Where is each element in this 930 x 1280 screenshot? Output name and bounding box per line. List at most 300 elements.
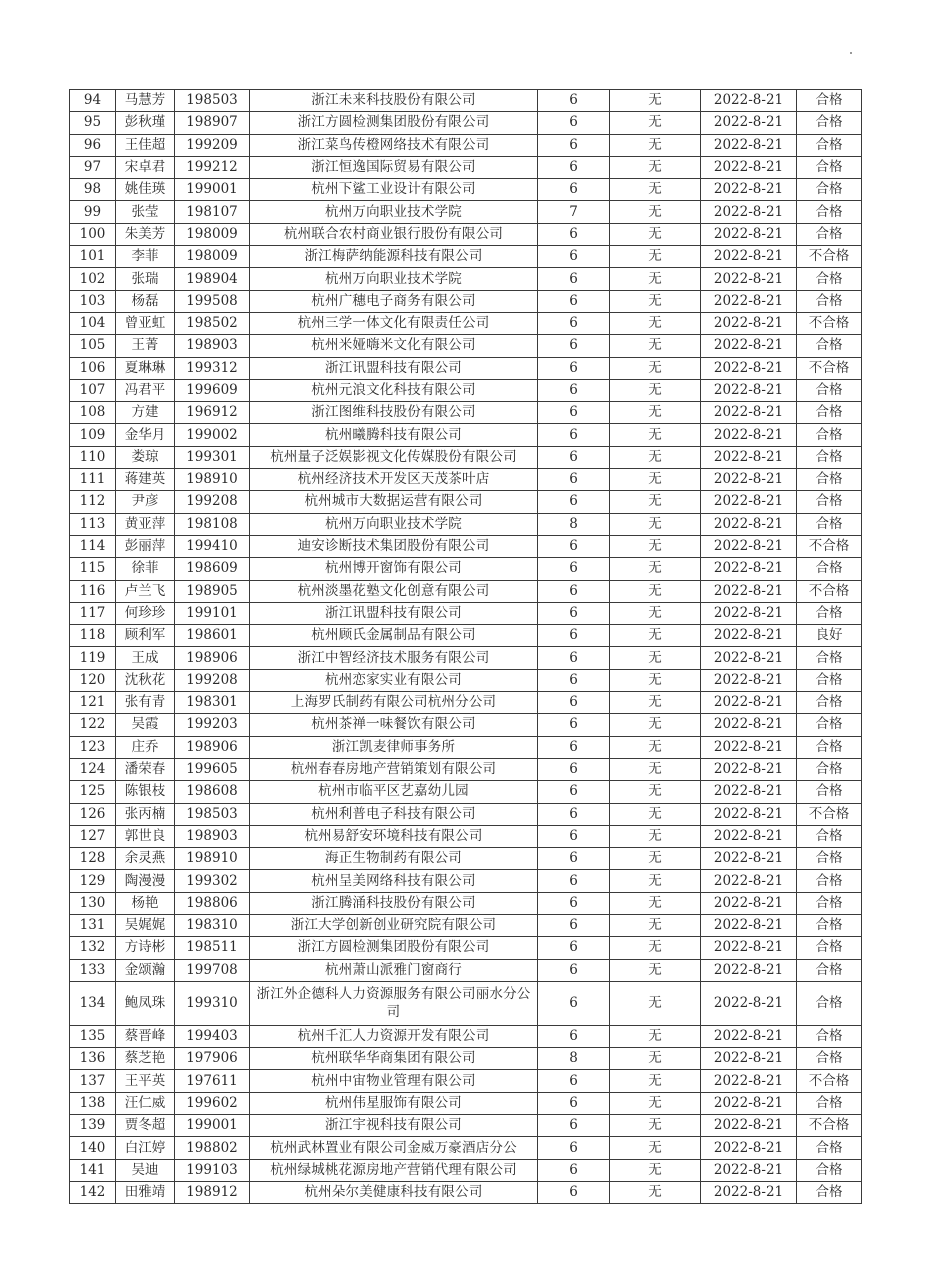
exam-date-cell: 2022-8-21: [701, 669, 797, 691]
birth-date-cell: 199101: [175, 602, 250, 624]
person-name-cell: 曾亚虹: [116, 312, 175, 334]
row-number-cell: 130: [70, 892, 116, 914]
exam-date-cell: 2022-8-21: [701, 535, 797, 557]
row-number-cell: 96: [70, 134, 116, 156]
company-name-cell: 浙江讯盟科技有限公司: [250, 357, 538, 379]
birth-date-cell: 199209: [175, 134, 250, 156]
exam-date-cell: 2022-8-21: [701, 402, 797, 424]
score-cell: 6: [538, 602, 610, 624]
birth-date-cell: 198009: [175, 246, 250, 268]
score-cell: 6: [538, 914, 610, 936]
exam-date-cell: 2022-8-21: [701, 914, 797, 936]
result-cell: 合格: [797, 469, 862, 491]
score-cell: 6: [538, 580, 610, 602]
table-row: [70, 625, 862, 647]
company-name-cell: 杭州伟星服饰有限公司: [250, 1092, 538, 1114]
row-number-cell: 133: [70, 959, 116, 981]
birth-date-cell: 198601: [175, 625, 250, 647]
birth-date-cell: 198806: [175, 892, 250, 914]
person-name-cell: 冯君平: [116, 379, 175, 401]
score-cell: 6: [538, 335, 610, 357]
exam-date-cell: 2022-8-21: [701, 714, 797, 736]
birth-date-cell: 199212: [175, 156, 250, 178]
note-cell: 无: [610, 357, 701, 379]
note-cell: 无: [610, 335, 701, 357]
note-cell: 无: [610, 736, 701, 758]
company-name-cell: 杭州联合农村商业银行股份有限公司: [250, 223, 538, 245]
person-name-cell: 彭丽萍: [116, 535, 175, 557]
birth-date-cell: 196912: [175, 402, 250, 424]
company-name-cell: 杭州万向职业技术学院: [250, 513, 538, 535]
person-name-cell: 张有青: [116, 692, 175, 714]
company-name-cell: 杭州元浪文化科技有限公司: [250, 379, 538, 401]
row-number-cell: 102: [70, 268, 116, 290]
table-row: [70, 736, 862, 758]
table-row: [70, 312, 862, 334]
birth-date-cell: 199001: [175, 1115, 250, 1137]
company-name-cell: 杭州曦腾科技有限公司: [250, 424, 538, 446]
note-cell: 无: [610, 424, 701, 446]
birth-date-cell: 199001: [175, 179, 250, 201]
score-cell: 6: [538, 1159, 610, 1181]
birth-date-cell: 199410: [175, 535, 250, 557]
person-name-cell: 马慧芳: [116, 90, 175, 112]
row-number-cell: 127: [70, 825, 116, 847]
result-cell: 不合格: [797, 246, 862, 268]
note-cell: 无: [610, 959, 701, 981]
score-cell: 6: [538, 179, 610, 201]
score-cell: 6: [538, 446, 610, 468]
person-name-cell: 吴迪: [116, 1159, 175, 1181]
score-cell: 6: [538, 870, 610, 892]
note-cell: 无: [610, 692, 701, 714]
result-cell: 合格: [797, 825, 862, 847]
person-name-cell: 杨艳: [116, 892, 175, 914]
person-name-cell: 王佳超: [116, 134, 175, 156]
table-row: [70, 513, 862, 535]
row-number-cell: 105: [70, 335, 116, 357]
table-row: [70, 803, 862, 825]
birth-date-cell: 198907: [175, 112, 250, 134]
table-row: [70, 714, 862, 736]
row-number-cell: 104: [70, 312, 116, 334]
row-number-cell: 109: [70, 424, 116, 446]
person-name-cell: 余灵燕: [116, 848, 175, 870]
person-name-cell: 吴娓娓: [116, 914, 175, 936]
company-name-cell: 浙江讯盟科技有限公司: [250, 602, 538, 624]
row-number-cell: 112: [70, 491, 116, 513]
birth-date-cell: 198608: [175, 781, 250, 803]
note-cell: 无: [610, 602, 701, 624]
result-cell: 合格: [797, 736, 862, 758]
result-cell: 良好: [797, 625, 862, 647]
score-cell: 6: [538, 959, 610, 981]
table-row: [70, 134, 862, 156]
result-cell: 合格: [797, 848, 862, 870]
birth-date-cell: 199301: [175, 446, 250, 468]
company-name-cell: 杭州呈美网络科技有限公司: [250, 870, 538, 892]
exam-date-cell: 2022-8-21: [701, 1025, 797, 1047]
table-row: [70, 669, 862, 691]
birth-date-cell: 198108: [175, 513, 250, 535]
note-cell: 无: [610, 870, 701, 892]
exam-date-cell: 2022-8-21: [701, 558, 797, 580]
note-cell: 无: [610, 758, 701, 780]
exam-date-cell: 2022-8-21: [701, 825, 797, 847]
company-name-cell: 浙江方圆检测集团股份有限公司: [250, 937, 538, 959]
table-row: [70, 914, 862, 936]
result-cell: 合格: [797, 558, 862, 580]
company-name-cell: 浙江梅萨纳能源科技有限公司: [250, 246, 538, 268]
note-cell: 无: [610, 1115, 701, 1137]
score-cell: 6: [538, 379, 610, 401]
person-name-cell: 朱美芳: [116, 223, 175, 245]
row-number-cell: 117: [70, 602, 116, 624]
birth-date-cell: 199508: [175, 290, 250, 312]
note-cell: 无: [610, 848, 701, 870]
table-row: [70, 647, 862, 669]
birth-date-cell: 198912: [175, 1181, 250, 1203]
company-name-cell: 杭州武林置业有限公司金威万豪酒店分公: [250, 1137, 538, 1159]
row-number-cell: 110: [70, 446, 116, 468]
company-name-cell: 浙江未来科技股份有限公司: [250, 90, 538, 112]
result-cell: 合格: [797, 1092, 862, 1114]
row-number-cell: 103: [70, 290, 116, 312]
exam-date-cell: 2022-8-21: [701, 379, 797, 401]
row-number-cell: 119: [70, 647, 116, 669]
exam-date-cell: 2022-8-21: [701, 892, 797, 914]
birth-date-cell: 199208: [175, 669, 250, 691]
table-row: [70, 424, 862, 446]
result-cell: 合格: [797, 892, 862, 914]
person-name-cell: 娄琼: [116, 446, 175, 468]
result-cell: 合格: [797, 112, 862, 134]
person-name-cell: 蒋建英: [116, 469, 175, 491]
note-cell: 无: [610, 312, 701, 334]
row-number-cell: 131: [70, 914, 116, 936]
birth-date-cell: 198511: [175, 937, 250, 959]
company-name-cell: 浙江中智经济技术服务有限公司: [250, 647, 538, 669]
exam-date-cell: 2022-8-21: [701, 1115, 797, 1137]
note-cell: 无: [610, 446, 701, 468]
note-cell: 无: [610, 647, 701, 669]
company-name-cell: 杭州下鲨工业设计有限公司: [250, 179, 538, 201]
result-cell: 合格: [797, 201, 862, 223]
birth-date-cell: 197611: [175, 1070, 250, 1092]
table-row: [70, 1025, 862, 1047]
result-cell: 不合格: [797, 535, 862, 557]
score-cell: 6: [538, 246, 610, 268]
exam-date-cell: 2022-8-21: [701, 201, 797, 223]
company-name-cell: 浙江图维科技股份有限公司: [250, 402, 538, 424]
note-cell: 无: [610, 402, 701, 424]
birth-date-cell: 198310: [175, 914, 250, 936]
birth-date-cell: 199002: [175, 424, 250, 446]
row-number-cell: 122: [70, 714, 116, 736]
person-name-cell: 王菁: [116, 335, 175, 357]
exam-date-cell: 2022-8-21: [701, 469, 797, 491]
score-cell: 6: [538, 892, 610, 914]
person-name-cell: 蔡芝艳: [116, 1048, 175, 1070]
score-cell: 6: [538, 290, 610, 312]
exam-date-cell: 2022-8-21: [701, 625, 797, 647]
table-row: [70, 379, 862, 401]
person-name-cell: 庄乔: [116, 736, 175, 758]
birth-date-cell: 199203: [175, 714, 250, 736]
result-cell: 合格: [797, 758, 862, 780]
exam-date-cell: 2022-8-21: [701, 848, 797, 870]
birth-date-cell: 198910: [175, 848, 250, 870]
table-row: [70, 825, 862, 847]
table-row: [70, 268, 862, 290]
score-cell: 8: [538, 513, 610, 535]
table-row: [70, 1159, 862, 1181]
exam-date-cell: 2022-8-21: [701, 268, 797, 290]
score-cell: 6: [538, 736, 610, 758]
exam-date-cell: 2022-8-21: [701, 134, 797, 156]
note-cell: 无: [610, 558, 701, 580]
score-cell: 6: [538, 758, 610, 780]
exam-date-cell: 2022-8-21: [701, 1048, 797, 1070]
person-name-cell: 宋卓君: [116, 156, 175, 178]
scan-speck: [850, 52, 852, 54]
exam-date-cell: 2022-8-21: [701, 112, 797, 134]
exam-date-cell: 2022-8-21: [701, 156, 797, 178]
company-name-cell: 浙江大学创新创业研究院有限公司: [250, 914, 538, 936]
result-cell: 合格: [797, 290, 862, 312]
result-cell: 合格: [797, 446, 862, 468]
table-row: [70, 446, 862, 468]
result-cell: 合格: [797, 491, 862, 513]
row-number-cell: 113: [70, 513, 116, 535]
birth-date-cell: 199208: [175, 491, 250, 513]
score-cell: 6: [538, 625, 610, 647]
person-name-cell: 张丙楠: [116, 803, 175, 825]
score-cell: 8: [538, 1048, 610, 1070]
result-cell: 合格: [797, 647, 862, 669]
exam-date-cell: 2022-8-21: [701, 290, 797, 312]
person-name-cell: 沈秋花: [116, 669, 175, 691]
exam-date-cell: 2022-8-21: [701, 692, 797, 714]
company-name-cell: 杭州联华华商集团有限公司: [250, 1048, 538, 1070]
exam-date-cell: 2022-8-21: [701, 981, 797, 1025]
birth-date-cell: 198107: [175, 201, 250, 223]
row-number-cell: 141: [70, 1159, 116, 1181]
exam-date-cell: 2022-8-21: [701, 1181, 797, 1203]
birth-date-cell: 199403: [175, 1025, 250, 1047]
score-cell: 6: [538, 268, 610, 290]
result-cell: 合格: [797, 870, 862, 892]
exam-date-cell: 2022-8-21: [701, 781, 797, 803]
table-row: [70, 335, 862, 357]
score-cell: 6: [538, 112, 610, 134]
table-row: [70, 469, 862, 491]
person-name-cell: 吴霞: [116, 714, 175, 736]
row-number-cell: 124: [70, 758, 116, 780]
company-name-cell: 杭州经济技术开发区天茂茶叶店: [250, 469, 538, 491]
exam-date-cell: 2022-8-21: [701, 647, 797, 669]
table-row: [70, 491, 862, 513]
table-row: [70, 1181, 862, 1203]
score-cell: 6: [538, 803, 610, 825]
result-cell: 不合格: [797, 803, 862, 825]
company-name-cell: 杭州恋家实业有限公司: [250, 669, 538, 691]
birth-date-cell: 199310: [175, 981, 250, 1025]
row-number-cell: 99: [70, 201, 116, 223]
birth-date-cell: 199302: [175, 870, 250, 892]
note-cell: 无: [610, 892, 701, 914]
birth-date-cell: 198903: [175, 335, 250, 357]
table-row: [70, 223, 862, 245]
company-name-cell: 杭州利普电子科技有限公司: [250, 803, 538, 825]
person-name-cell: 顾利军: [116, 625, 175, 647]
company-name-cell: 杭州春春房地产营销策划有限公司: [250, 758, 538, 780]
table-row: [70, 357, 862, 379]
table-row: [70, 246, 862, 268]
row-number-cell: 126: [70, 803, 116, 825]
score-cell: 6: [538, 491, 610, 513]
note-cell: 无: [610, 290, 701, 312]
table-row: [70, 981, 862, 1025]
roster-table: [69, 89, 862, 1204]
exam-date-cell: 2022-8-21: [701, 513, 797, 535]
table-row: [70, 848, 862, 870]
result-cell: 合格: [797, 669, 862, 691]
score-cell: 6: [538, 1025, 610, 1047]
row-number-cell: 134: [70, 981, 116, 1025]
birth-date-cell: 198609: [175, 558, 250, 580]
person-name-cell: 李菲: [116, 246, 175, 268]
table-row: [70, 535, 862, 557]
birth-date-cell: 198906: [175, 736, 250, 758]
note-cell: 无: [610, 781, 701, 803]
table-row: [70, 602, 862, 624]
person-name-cell: 鲍凤珠: [116, 981, 175, 1025]
row-number-cell: 129: [70, 870, 116, 892]
row-number-cell: 123: [70, 736, 116, 758]
score-cell: 6: [538, 647, 610, 669]
person-name-cell: 金华月: [116, 424, 175, 446]
result-cell: 不合格: [797, 312, 862, 334]
note-cell: 无: [610, 201, 701, 223]
note-cell: 无: [610, 1181, 701, 1203]
result-cell: 不合格: [797, 580, 862, 602]
result-cell: 合格: [797, 268, 862, 290]
result-cell: 合格: [797, 1025, 862, 1047]
exam-date-cell: 2022-8-21: [701, 870, 797, 892]
score-cell: 6: [538, 223, 610, 245]
table-row: [70, 156, 862, 178]
exam-date-cell: 2022-8-21: [701, 491, 797, 513]
company-name-cell: 杭州米娅嗨米文化有限公司: [250, 335, 538, 357]
person-name-cell: 黄亚萍: [116, 513, 175, 535]
result-cell: 合格: [797, 424, 862, 446]
exam-date-cell: 2022-8-21: [701, 1092, 797, 1114]
result-cell: 合格: [797, 692, 862, 714]
exam-date-cell: 2022-8-21: [701, 223, 797, 245]
person-name-cell: 田雅靖: [116, 1181, 175, 1203]
table-row: [70, 402, 862, 424]
company-name-cell: 杭州绿城桃花源房地产营销代理有限公司: [250, 1159, 538, 1181]
exam-date-cell: 2022-8-21: [701, 1137, 797, 1159]
company-name-cell: 浙江方圆检测集团股份有限公司: [250, 112, 538, 134]
score-cell: 6: [538, 535, 610, 557]
score-cell: 6: [538, 558, 610, 580]
result-cell: 合格: [797, 156, 862, 178]
company-name-cell: 杭州顾氏金属制品有限公司: [250, 625, 538, 647]
note-cell: 无: [610, 1025, 701, 1047]
score-cell: 6: [538, 424, 610, 446]
table-row: [70, 90, 862, 112]
company-name-cell: 杭州千汇人力资源开发有限公司: [250, 1025, 538, 1047]
note-cell: 无: [610, 112, 701, 134]
exam-date-cell: 2022-8-21: [701, 959, 797, 981]
score-cell: 6: [538, 1115, 610, 1137]
result-cell: 合格: [797, 981, 862, 1025]
score-cell: 6: [538, 825, 610, 847]
company-name-cell: 海正生物制药有限公司: [250, 848, 538, 870]
exam-date-cell: 2022-8-21: [701, 424, 797, 446]
exam-date-cell: 2022-8-21: [701, 580, 797, 602]
note-cell: 无: [610, 669, 701, 691]
row-number-cell: 100: [70, 223, 116, 245]
person-name-cell: 汪仁威: [116, 1092, 175, 1114]
note-cell: 无: [610, 1137, 701, 1159]
result-cell: 合格: [797, 513, 862, 535]
note-cell: 无: [610, 714, 701, 736]
result-cell: 合格: [797, 379, 862, 401]
birth-date-cell: 198903: [175, 825, 250, 847]
exam-date-cell: 2022-8-21: [701, 446, 797, 468]
company-name-cell: 浙江恒逸国际贸易有限公司: [250, 156, 538, 178]
row-number-cell: 106: [70, 357, 116, 379]
company-name-cell: 杭州茶禅一味餐饮有限公司: [250, 714, 538, 736]
birth-date-cell: 198904: [175, 268, 250, 290]
row-number-cell: 125: [70, 781, 116, 803]
score-cell: 6: [538, 669, 610, 691]
result-cell: 合格: [797, 1159, 862, 1181]
company-name-cell: 浙江外企德科人力资源服务有限公司丽水分公司: [250, 981, 538, 1025]
score-cell: 7: [538, 201, 610, 223]
score-cell: 6: [538, 781, 610, 803]
note-cell: 无: [610, 580, 701, 602]
score-cell: 6: [538, 1181, 610, 1203]
result-cell: 合格: [797, 959, 862, 981]
score-cell: 6: [538, 1137, 610, 1159]
row-number-cell: 114: [70, 535, 116, 557]
person-name-cell: 卢兰飞: [116, 580, 175, 602]
birth-date-cell: 198009: [175, 223, 250, 245]
person-name-cell: 郭世良: [116, 825, 175, 847]
result-cell: 不合格: [797, 357, 862, 379]
result-cell: 合格: [797, 223, 862, 245]
note-cell: 无: [610, 90, 701, 112]
company-name-cell: 杭州中宙物业管理有限公司: [250, 1070, 538, 1092]
row-number-cell: 138: [70, 1092, 116, 1114]
person-name-cell: 杨磊: [116, 290, 175, 312]
company-name-cell: 上海罗氏制药有限公司杭州分公司: [250, 692, 538, 714]
birth-date-cell: 198802: [175, 1137, 250, 1159]
note-cell: 无: [610, 937, 701, 959]
row-number-cell: 142: [70, 1181, 116, 1203]
table-row: [70, 959, 862, 981]
note-cell: 无: [610, 825, 701, 847]
result-cell: 合格: [797, 335, 862, 357]
note-cell: 无: [610, 491, 701, 513]
table-row: [70, 692, 862, 714]
note-cell: 无: [610, 1048, 701, 1070]
table-row: [70, 1070, 862, 1092]
